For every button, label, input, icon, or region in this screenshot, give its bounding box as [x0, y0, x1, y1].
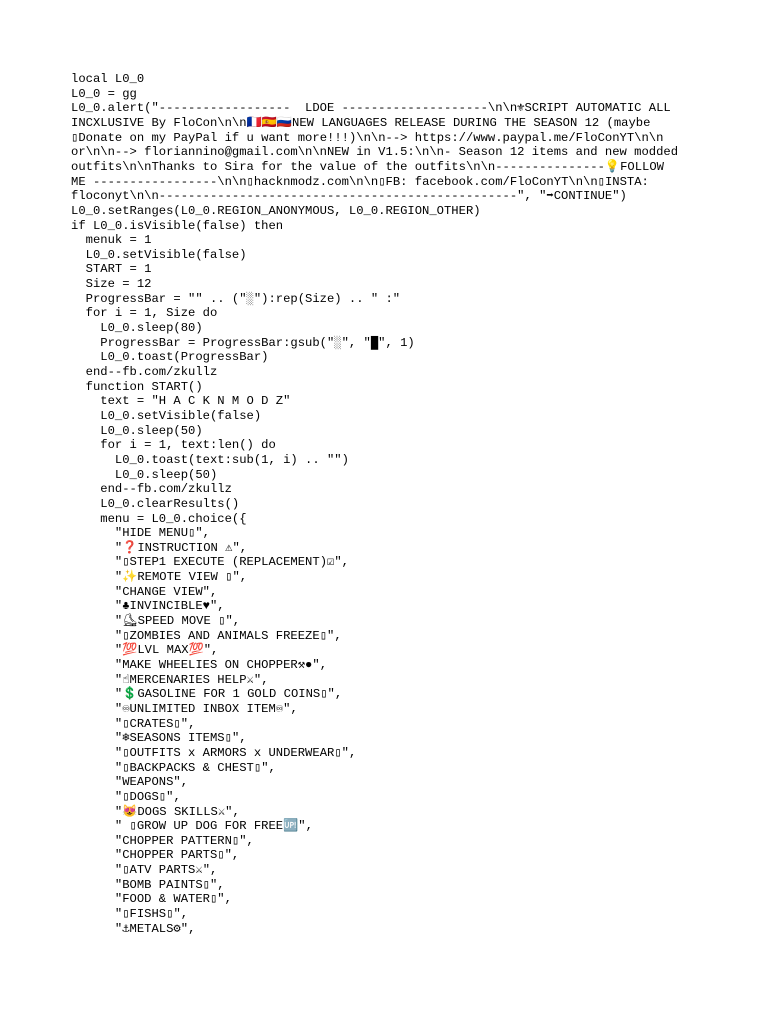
code-line: for i = 1, text:len() do: [71, 438, 276, 453]
code-line: "▯BACKPACKS & CHEST▯",: [71, 760, 276, 775]
code-line: START = 1: [71, 262, 152, 277]
code-line: "CHOPPER PATTERN▯",: [71, 833, 254, 848]
code-line: local L0_0: [71, 72, 145, 86]
code-line: "MAKE WHEELIES ON CHOPPER⚒●",: [71, 658, 328, 672]
code-line: "▯STEP1 EXECUTE (REPLACEMENT)☑",: [71, 555, 349, 570]
code-line: end--fb.com/zkullz: [71, 365, 218, 379]
code-line: "▯OUTFITS x ARMORS x UNDERWEAR▯",: [71, 745, 357, 760]
code-line: or\n\n--> floriannino@gmail.com\n\nNEW in V1.5:\n\n- Season 12 items and new modded: [71, 145, 679, 160]
code-line: L0_0.sleep(80): [71, 321, 203, 336]
code-line: menuk = 1: [71, 233, 152, 248]
code-line: "✨REMOTE VIEW ▯",: [71, 570, 248, 585]
code-line: "♾UNLIMITED INBOX ITEM♾",: [71, 701, 298, 716]
code-line: ProgressBar = ProgressBar:gsub("░", "█", 1): [71, 335, 415, 350]
code-line: ProgressBar = "" .. ("░"):rep(Size) .. " :": [71, 291, 401, 306]
code-line: "HIDE MENU▯",: [71, 526, 210, 541]
code-line: "💯LVL MAX💯",: [71, 643, 219, 658]
code-line: L0_0.setVisible(false): [71, 408, 262, 423]
code-line: L0_0.clearResults(): [71, 496, 240, 511]
code-line: "CHOPPER PARTS▯",: [71, 848, 240, 863]
code-line: "▯ZOMBIES AND ANIMALS FREEZE▯",: [71, 628, 342, 643]
code-line: L0_0.toast(ProgressBar): [71, 350, 269, 365]
code-line: text = "H A C K N M O D Z": [71, 394, 291, 409]
code-line: " ▯GROW UP DOG FOR FREE🆙",: [71, 819, 313, 834]
code-line: "💲GASOLINE FOR 1 GOLD COINS▯",: [71, 687, 343, 702]
code-line: L0_0.setRanges(L0_0.REGION_ANONYMOUS, L0_0.REGION_OTHER): [71, 203, 481, 218]
code-line: L0_0.setVisible(false): [71, 247, 247, 262]
code-line: "FOOD & WATER▯",: [71, 892, 232, 907]
code-line: "WEAPONS",: [71, 775, 189, 790]
code-line: L0_0.sleep(50): [71, 423, 203, 438]
code-line: outfits\n\nThanks to Sira for the value of the outfits\n\n---------------💡FOLLOW: [71, 159, 664, 174]
code-line: ME -----------------\n\n▯hacknmodz.com\n\n▯FB: facebook.com/FloConYT\n\n▯INSTA:: [71, 174, 649, 189]
code-line: L0_0.alert("------------------ LDOE --------------------\n\n⚜SCRIPT AUTOMATIC ALL: [71, 101, 671, 116]
code-line: "⚓METALS⚙",: [71, 921, 196, 936]
code-line: L0_0.toast(text:sub(1, i) .. ""): [71, 452, 349, 467]
code-line: "⛸SPEED MOVE ▯",: [71, 614, 241, 629]
code-line: "♣INVINCIBLE♥",: [71, 599, 225, 614]
code-line: ▯Donate on my PayPal if u want more!!!)\n\n--> https://www.paypal.me/FloConYT\n\n: [71, 130, 664, 145]
code-line: "❄SEASONS ITEMS▯",: [71, 731, 247, 746]
code-line: if L0_0.isVisible(false) then: [71, 218, 284, 233]
code-line: "▯DOGS▯",: [71, 789, 181, 804]
code-line: "❓INSTRUCTION ⚠",: [71, 540, 248, 555]
code-line: end--fb.com/zkullz: [71, 482, 232, 497]
code-line: "▯ATV PARTS⚔",: [71, 863, 218, 878]
code-line: function START(): [71, 379, 203, 394]
code-line: menu = L0_0.choice({: [71, 511, 247, 526]
code-line: "▯FISHS▯",: [71, 907, 189, 922]
code-line: for i = 1, Size do: [71, 306, 218, 321]
code-line: Size = 12: [71, 277, 152, 292]
code-line: "▯CRATES▯",: [71, 716, 196, 731]
code-line: INCXLUSIVE By FloCon\n\n🇨🇵🇪🇸🇷🇺NEW LANGUAGES RELEASE DURING THE SEASON 12 (maybe: [71, 115, 651, 130]
code-line: "😻DOGS SKILLS⚔",: [71, 804, 240, 819]
code-line: L0_0.sleep(50): [71, 467, 218, 482]
code-line: "☝MERCENARIES HELP⚔",: [71, 672, 269, 687]
code-line: "CHANGE VIEW",: [71, 584, 218, 599]
code-line: L0_0 = gg: [71, 86, 137, 101]
code-line: "BOMB PAINTS▯",: [71, 877, 225, 892]
code-line: floconyt\n\n-------------------------------------------------", "➡CONTINUE"): [71, 189, 627, 204]
